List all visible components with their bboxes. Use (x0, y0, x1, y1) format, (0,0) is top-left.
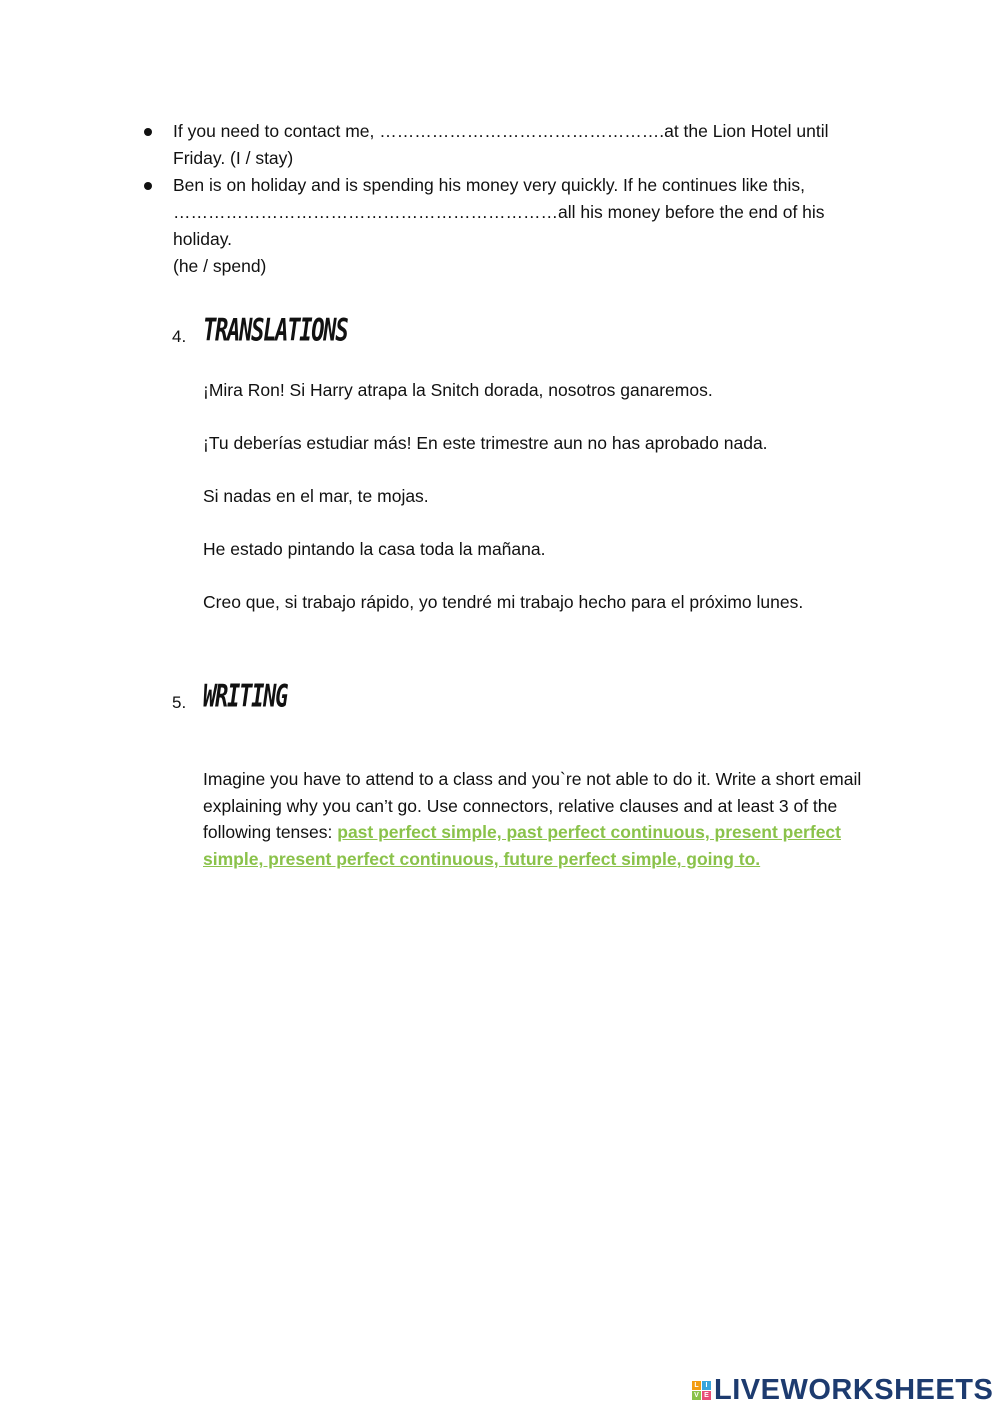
translation-sentence-3: Si nadas en el mar, te mojas. (203, 486, 429, 506)
translation-sentence-1: ¡Mira Ron! Si Harry atrapa la Snitch dorada, nosotros ganaremos. (203, 380, 713, 400)
liveworksheets-logo-icon (692, 1381, 711, 1400)
liveworksheets-logo-text: LIVEWORKSHEETS (714, 1373, 994, 1406)
logo-tile-e: E (702, 1391, 711, 1400)
translations-section (172, 307, 872, 642)
translation-sentence-list (172, 377, 872, 616)
logo-tile-l: L (692, 1381, 701, 1390)
writing-number: 5. (172, 693, 187, 712)
translations-number: 4. (172, 327, 187, 346)
bullet-2-line-1: Ben is on holiday and is spending his money very quickly. If he continues like this, (173, 175, 805, 195)
bullet-dot (144, 128, 152, 136)
writing-section (172, 673, 872, 873)
exercise-bullet-list (140, 118, 860, 280)
bullet-2-line-3: (he / spend) (173, 256, 267, 276)
tenses-list: past perfect simple, past perfect continuous, present perfect simple, present perfect continuous, future perfect simple, going to. (203, 822, 841, 870)
bullet-dot (144, 182, 152, 190)
bullet-item-1 (140, 118, 860, 172)
bullet-2-line-2: …………………………………………………………all his money before the end of his holiday. (173, 202, 825, 249)
writing-title: WRITING (203, 679, 288, 715)
translations-heading (172, 307, 872, 347)
logo-tile-i: I (702, 1381, 711, 1390)
bullet-1-line-2: Friday. (I / stay) (173, 148, 294, 168)
bullet-item-2 (140, 172, 860, 280)
translation-sentence-5: Creo que, si trabajo rápido, yo tendré mi trabajo hecho para el próximo lunes. (203, 592, 804, 612)
bullet-1-line-1: If you need to contact me, ………………………………………….at the Lion Hotel until (173, 121, 829, 141)
writing-prompt (172, 766, 863, 873)
writing-prompt-text: Imagine you have to attend to a class and you`re not able to do it. Write a short email explaining why you can’t go. Use connectors, relative clauses and at least 3 of the following tenses: (203, 769, 862, 843)
translation-sentence-4: He estado pintando la casa toda la mañana. (203, 539, 546, 559)
translation-sentence-2: ¡Tu deberías estudiar más! En este trimestre aun no has aprobado nada. (203, 433, 768, 453)
translations-title: TRANSLATIONS (203, 313, 348, 349)
logo-tile-v: V (692, 1391, 701, 1400)
liveworksheets-logo (692, 1374, 993, 1406)
writing-heading (172, 673, 872, 713)
